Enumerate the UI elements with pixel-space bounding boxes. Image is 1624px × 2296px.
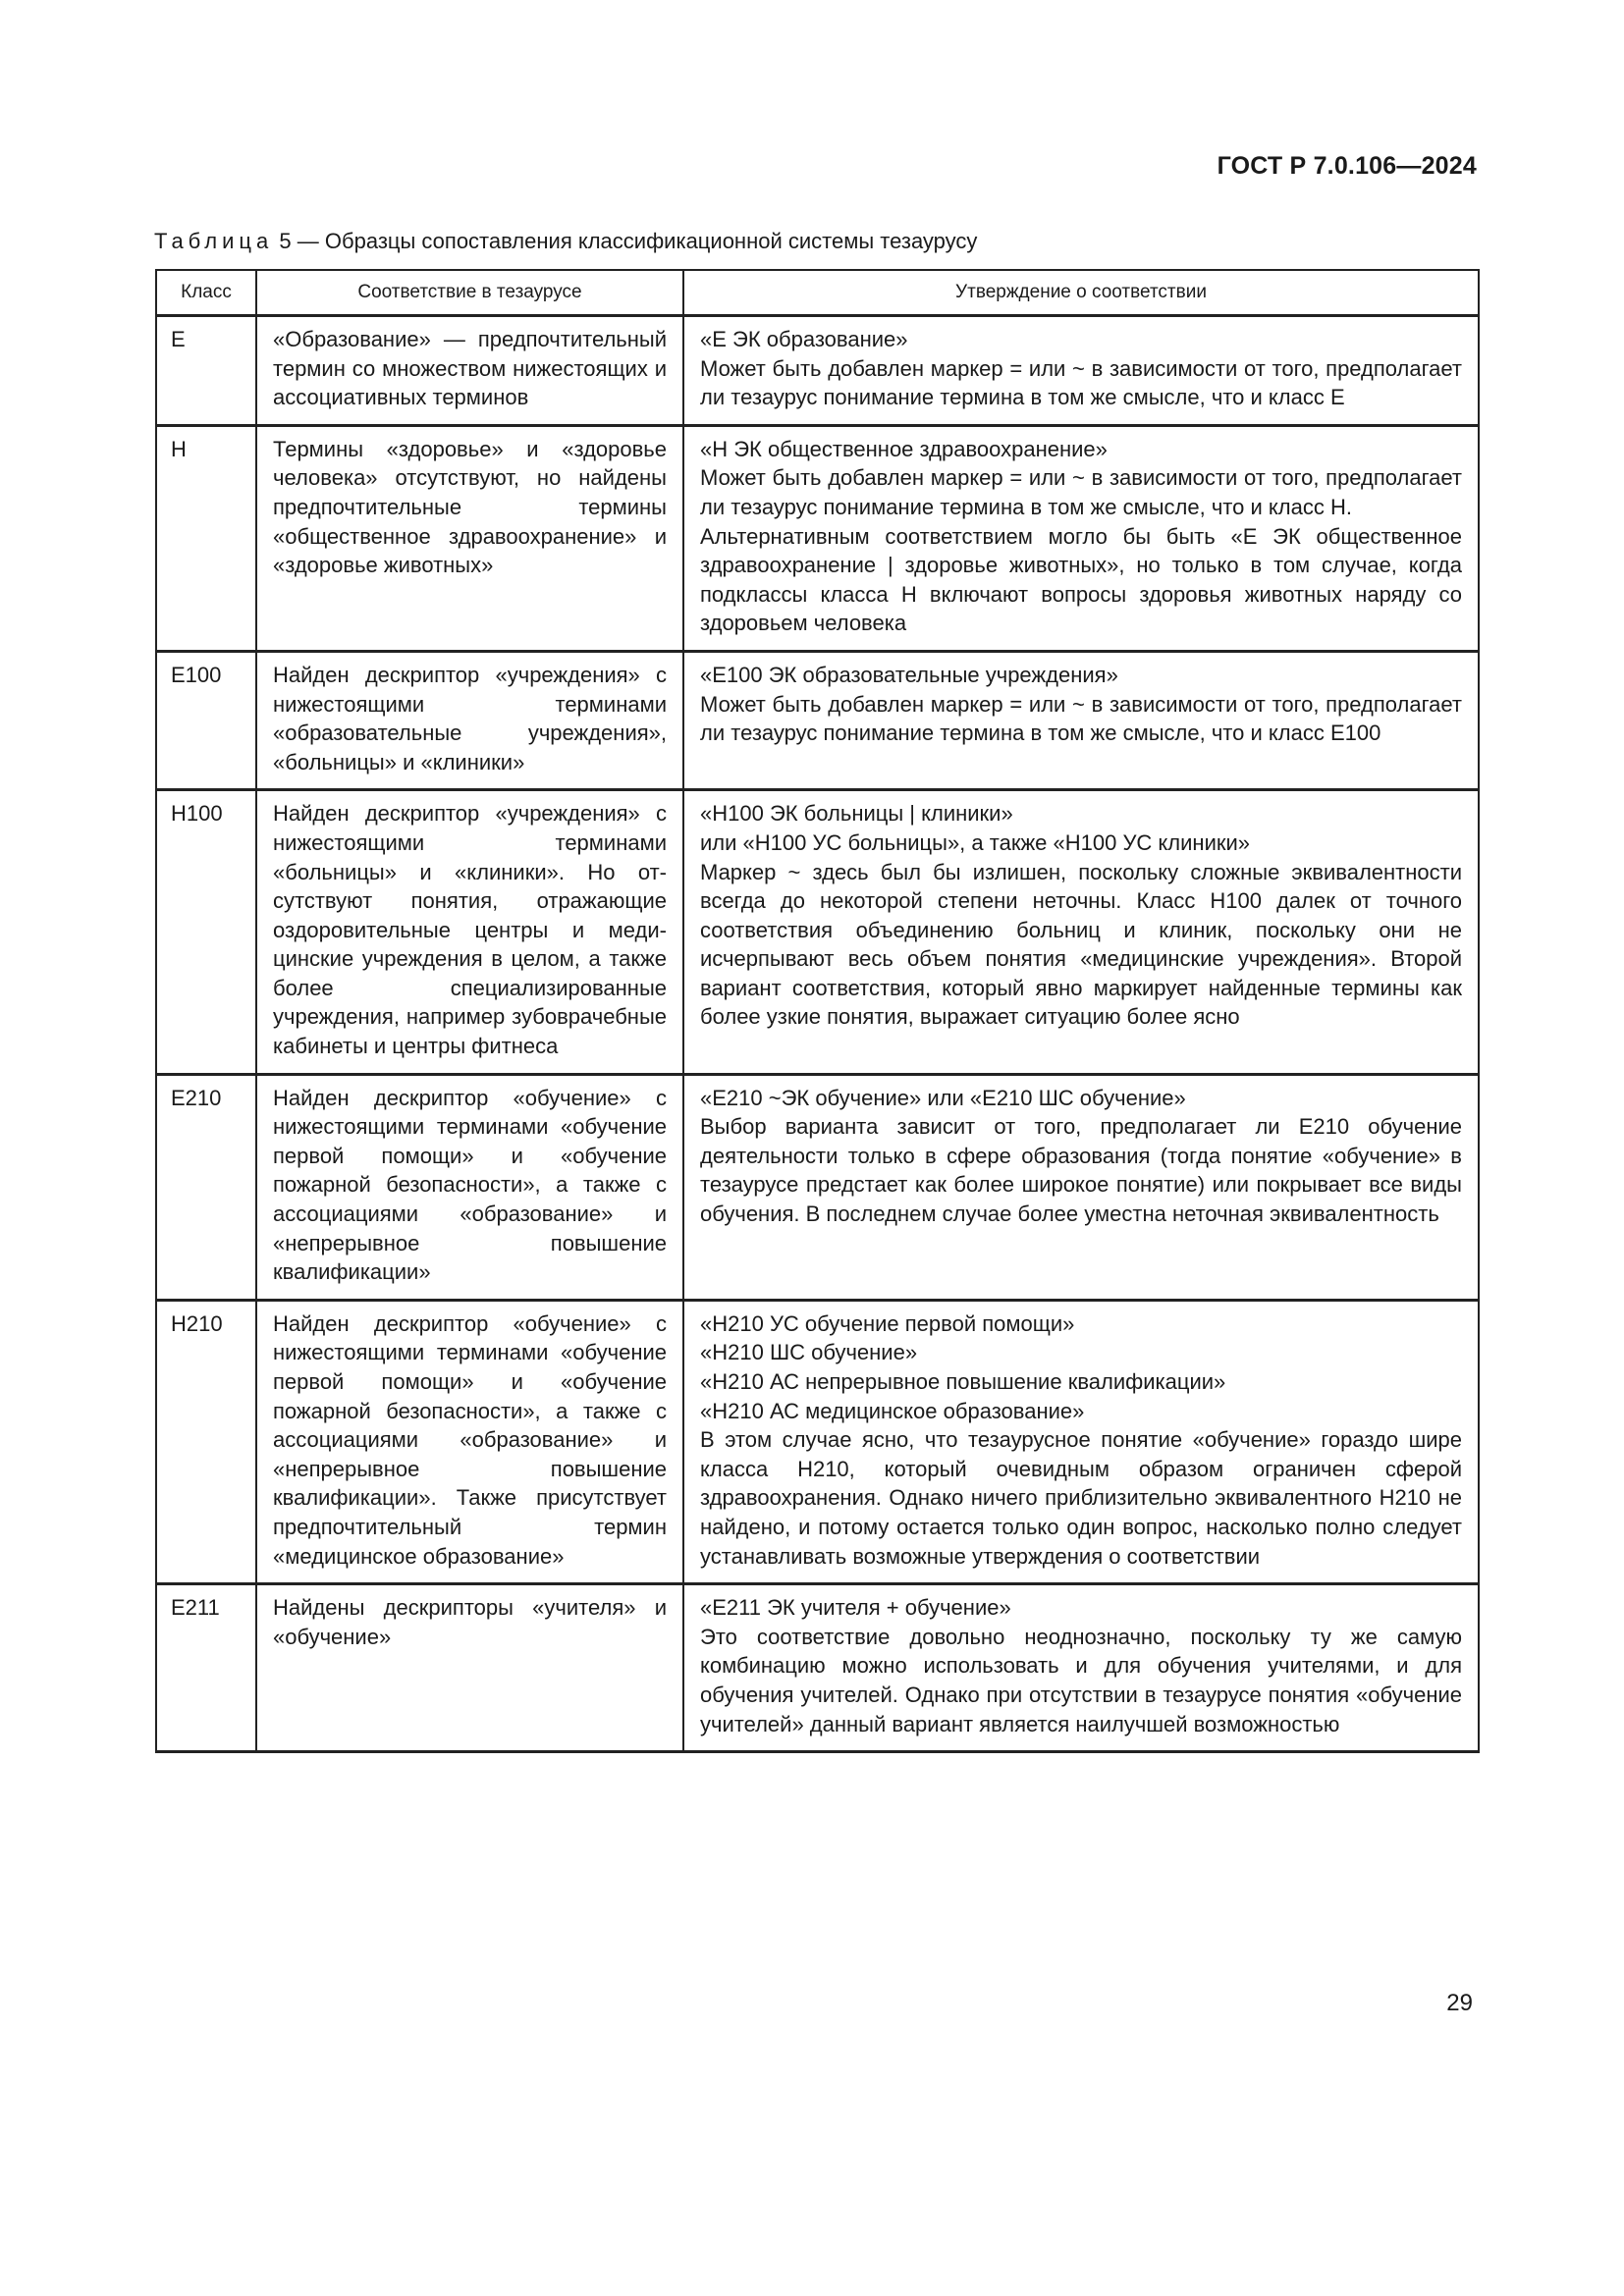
statement-cell (683, 316, 1479, 426)
statement-cell (683, 790, 1479, 1074)
thesaurus-match-cell: Термины «здоровье» и «здоровье человека» отсутствуют, но найдены предпочтительные термины «общественное здравоохранение» и «здоровье животных» (256, 425, 683, 651)
thesaurus-match-cell: Найден дескриптор «учреждения» с нижестоящими терминами «образовательные учреждения», «больницы» и «клиники» (256, 651, 683, 789)
statement-line: «H ЭК общественное здравоохранение» (700, 436, 1108, 461)
thesaurus-match-cell: Найден дескриптор «обучение» с нижестоящими терминами «обучение первой помощи» и «обучение пожарной безопасности», а также с ассоциациями «образование» и «непрерывное повышение квалификации». Также присутствует предпочтительный термин «медицинское образование» (256, 1300, 683, 1583)
statement-line: Может быть добавлен маркер = или ~ в зависимости от того, предполагает ли тезаурус понимание термина в том же смысле, что и класс H. (700, 465, 1462, 519)
table-row (156, 1584, 1479, 1752)
statement-line: или «H100 УС больницы», а также «H100 УС клиники» (700, 829, 1251, 855)
class-cell: E211 (156, 1584, 256, 1752)
statement-line: «H210 АС медицинское образование» (700, 1398, 1085, 1423)
statement-line: «H100 ЭК больницы | клиники» (700, 801, 1013, 827)
statement-cell (683, 1584, 1479, 1752)
document-standard-id: ГОСТ Р 7.0.106—2024 (1217, 152, 1477, 180)
thesaurus-match-cell: Найдены дескрипторы «учителя» и «обучение» (256, 1584, 683, 1752)
statement-cell (683, 1300, 1479, 1583)
table-row (156, 425, 1479, 651)
thesaurus-match-cell: Найден дескриптор «обучение» с нижестоящими терминами «обучение первой помощи» и «обучение пожарной безопасности», а также с ассоциациями «образование» и «непрерывное повышение квалификации» (256, 1074, 683, 1300)
table-caption-label: Таблица (154, 229, 274, 253)
statement-line: Маркер ~ здесь был бы излишен, поскольку сложные эквивалентности всегда до некоторой степени неточны. Класс H100 далек от точного соответствия объединению больниц и клиник, поскольку они не исчерпывают весь объем понятия «медицинские учреждения». Второй вариант соответствия, который явно маркирует найденные термины как более узкие понятия, выражает ситуацию более ясно (700, 859, 1462, 1030)
statement-line: «E210 ~ЭК обучение» или «E210 ШС обучение» (700, 1085, 1186, 1110)
table-caption (154, 229, 977, 254)
statement-line: «H210 УС обучение первой помощи» (700, 1310, 1075, 1336)
statement-line: Может быть добавлен маркер = или ~ в зависимости от того, предполагает ли тезаурус понимание термина в том же смысле, что и класс E (700, 355, 1462, 410)
statement-line: Альтернативным соответствием могло бы быть «E ЭК общественное здравоохранение | здоровье животных», но только в том случае, когда подклассы класса H включают вопросы здоровья животных наряду со здоровьем человека (700, 523, 1462, 636)
table-row (156, 790, 1479, 1074)
statement-line: «E211 ЭК учителя + обучение» (700, 1595, 1011, 1621)
thesaurus-match-cell: «Образование» — предпочтительный термин со множеством нижестоящих и ассоциативных терминов (256, 316, 683, 426)
statement-cell (683, 1074, 1479, 1300)
table-header-row (156, 270, 1479, 316)
statement-line: Это соответствие довольно неоднозначно, поскольку ту же самую комбинацию можно использовать и для обучения учителями, и для обучения учителей. Однако при отсутствии в тезаурусе понятия «обучение учителей» данный вариант является наилучшей возможностью (700, 1624, 1462, 1736)
table-caption-number: 5 (279, 229, 292, 253)
statement-line: «H210 АС непрерывное повышение квалификации» (700, 1369, 1226, 1394)
statement-line: «E100 ЭК образовательные учреждения» (700, 662, 1118, 687)
column-header-class: Класс (156, 270, 256, 316)
class-cell: H (156, 425, 256, 651)
statement-line: «H210 ШС обучение» (700, 1340, 918, 1365)
class-cell: E100 (156, 651, 256, 789)
table-row (156, 316, 1479, 426)
class-cell: H100 (156, 790, 256, 1074)
statement-line: «E ЭК образование» (700, 327, 908, 351)
table-row (156, 651, 1479, 789)
table-caption-title: — Образцы сопоставления классификационной системы тезаурусу (297, 229, 978, 253)
page-number: 29 (1446, 1990, 1473, 2016)
class-cell: E (156, 316, 256, 426)
thesaurus-match-cell: Найден дескриптор «учреждения» с нижестоящими терминами «больницы» и «клиники». Но отсутствуют понятия, отражающие оздоровительные центры и медицинские учреждения в целом, а также более специализированные учреждения, например зубоврачебные кабинеты и центры фитнеса (256, 790, 683, 1074)
class-cell: H210 (156, 1300, 256, 1583)
statement-cell (683, 425, 1479, 651)
statement-cell (683, 651, 1479, 789)
statement-line: Может быть добавлен маркер = или ~ в зависимости от того, предполагает ли тезаурус понимание термина в том же смысле, что и класс E100 (700, 691, 1462, 746)
statement-line: В этом случае ясно, что тезаурусное понятие «обучение» гораздо шире класса H210, который очевидным образом ограничен сферой здравоохранения. Однако ничего приблизительно эквивалентного H210 не найдено, и потому остается только один вопрос, насколько полно следует устанавливать возможные утверждения о соответствии (700, 1427, 1462, 1569)
column-header-thesaurus-match: Соответствие в тезаурусе (256, 270, 683, 316)
mapping-table (155, 269, 1480, 1753)
statement-line: Выбор варианта зависит от того, предполагает ли E210 обучение деятельности только в сфере образования (тогда понятие «обучение» в тезаурусе предстает как более широкое понятие) или покрывает все виды обучения. В последнем случае более уместна неточная эквивалентность (700, 1114, 1462, 1227)
column-header-statement: Утверждение о соответствии (683, 270, 1479, 316)
table-row (156, 1074, 1479, 1300)
table-row (156, 1300, 1479, 1583)
class-cell: E210 (156, 1074, 256, 1300)
